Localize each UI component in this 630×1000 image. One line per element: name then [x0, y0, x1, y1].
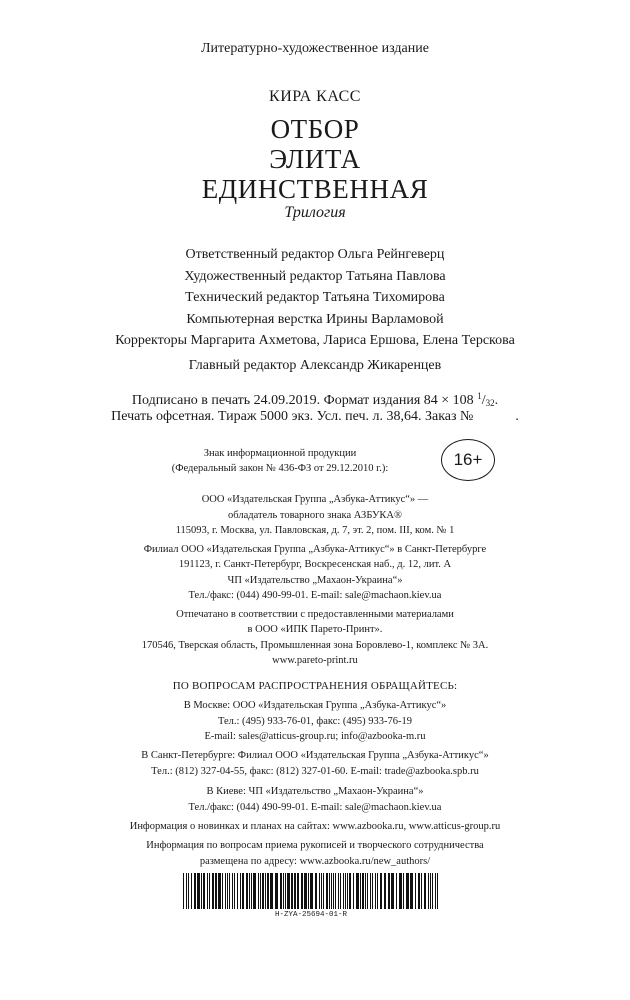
barcode-bar — [260, 873, 261, 909]
barcode-bar — [251, 873, 252, 909]
barcode-bar — [249, 873, 250, 909]
staff-line: Компьютерная верстка Ирины Варламовой — [186, 311, 444, 327]
staff-line: Корректоры Маргарита Ахметова, Лариса Ершова, Елена Терскова — [115, 333, 515, 348]
barcode-bar — [391, 873, 394, 909]
barcode-bar — [424, 873, 426, 909]
barcode-bar — [246, 873, 248, 909]
print-info-line-1 — [0, 391, 630, 409]
barcode-bar — [209, 873, 210, 909]
barcode-bar — [329, 873, 330, 909]
barcode-bar — [218, 873, 221, 909]
format-numerator: 1 — [477, 391, 482, 401]
barcode — [181, 873, 441, 909]
barcode-bar — [372, 873, 373, 909]
barcode-bar — [333, 873, 334, 909]
barcode-bar — [399, 873, 402, 909]
barcode-bar — [304, 873, 307, 909]
barcode-bar — [319, 873, 320, 909]
barcode-bar — [432, 873, 433, 909]
barcode-bar — [388, 873, 390, 909]
barcode-bar — [301, 873, 303, 909]
barcode-bar — [203, 873, 205, 909]
barcode-bar — [343, 873, 344, 909]
genre-label: Литературно-художественное издание — [201, 41, 429, 56]
barcode-bar — [403, 873, 404, 909]
barcode-bar — [345, 873, 346, 909]
info-sign-line-2: (Федеральный закон № 436-ФЗ от 29.12.2010 г.): — [171, 463, 389, 474]
barcode-bar — [242, 873, 244, 909]
authors-line: Информация по вопросам приема рукописей и творческого сотрудничества — [146, 840, 484, 851]
barcode-bar — [240, 873, 241, 909]
barcode-bar — [396, 873, 397, 909]
barcode-bar — [297, 873, 299, 909]
publisher-line: Филиал ООО «Издательская Группа „Азбука-Аттикус“» в Санкт-Петербурге — [143, 543, 487, 555]
barcode-bar — [365, 873, 366, 909]
barcode-bar — [225, 873, 226, 909]
barcode-bar — [294, 873, 296, 909]
barcode-bar — [353, 873, 354, 909]
barcode-bar — [229, 873, 230, 909]
staff-list — [0, 244, 630, 352]
author-name: КИРА КАСС — [269, 88, 361, 105]
publisher-line: обладатель товарного знака АЗБУКА® — [228, 509, 402, 521]
barcode-bar — [258, 873, 259, 909]
barcode-bar — [275, 873, 278, 909]
contact-line: E-mail: sales@atticus-group.ru; info@azbooka-m.ru — [204, 731, 426, 742]
subtitle: Трилогия — [284, 204, 346, 221]
barcode-bar — [326, 873, 328, 909]
barcode-bar — [267, 873, 269, 909]
barcode-bar — [321, 873, 322, 909]
barcode-bar — [340, 873, 341, 909]
spb-contacts — [0, 748, 630, 779]
barcode-bar — [360, 873, 361, 909]
staff-line: Ответственный редактор Ольга Рейнгеверц — [185, 247, 445, 262]
publisher-line: 115093, г. Москва, ул. Павловская, д. 7, эт. 2, пом. III, ком. № 1 — [175, 525, 455, 536]
barcode-bar — [370, 873, 371, 909]
barcode-bar — [384, 873, 386, 909]
barcode-bar — [308, 873, 309, 909]
barcode-bar — [315, 873, 317, 909]
contact-line: Тел./факс: (044) 490-99-01. E-mail: sale@machaon.kiev.ua — [188, 801, 442, 813]
publisher-line: Отпечатано в соответствии с предоставленными материалами — [176, 608, 454, 620]
publisher-line: 191123, г. Санкт-Петербург, Воскресенская наб., д. 12, лит. А — [178, 559, 452, 570]
title-1: ОТБОР — [270, 114, 360, 144]
barcode-bar — [335, 873, 336, 909]
kiev-contacts — [0, 784, 630, 815]
print-info-line-2: Печать офсетная. Тираж 5000 экз. Усл. печ. л. 38,64. Заказ № . — [111, 409, 519, 424]
barcode-bar — [207, 873, 208, 909]
barcode-bar — [237, 873, 238, 909]
barcode-bar — [253, 873, 256, 909]
staff-line: Технический редактор Татьяна Тихомирова — [185, 290, 445, 305]
barcode-bar — [435, 873, 436, 909]
barcode-bar — [222, 873, 223, 909]
distribution-heading: ПО ВОПРОСАМ РАСПРОСТРАНЕНИЯ ОБРАЩАЙТЕСЬ: — [172, 680, 458, 692]
barcode-bar — [287, 873, 290, 909]
barcode-bar — [215, 873, 217, 909]
barcode-bar — [377, 873, 378, 909]
barcode-bar — [430, 873, 431, 909]
barcode-bar — [197, 873, 200, 909]
contact-line: Тел.: (812) 327-04-55, факс: (812) 327-01-60. E-mail: trade@azbooka.spb.ru — [151, 765, 479, 777]
print-info-end: . — [494, 393, 499, 408]
info-sign-line-1: Знак информационной продукции — [203, 448, 357, 459]
websites-info: Информация о новинках и планах на сайтах: www.azbooka.ru, www.atticus-group.ru — [129, 821, 501, 832]
barcode-bar — [234, 873, 235, 909]
barcode-bar — [201, 873, 202, 909]
age-rating-badge — [441, 439, 495, 481]
barcode-bar — [415, 873, 416, 909]
chief-editor: Главный редактор Александр Жикаренцев — [188, 358, 442, 373]
barcode-bar — [323, 873, 324, 909]
barcode-bar — [406, 873, 409, 909]
publisher-line: Тел./факс: (044) 490-99-01. E-mail: sale@machaon.kiev.ua — [188, 590, 442, 601]
barcode-bar — [262, 873, 264, 909]
barcode-text: H-ZYA-25694-01-R — [274, 911, 347, 919]
barcode-bar — [349, 873, 351, 909]
barcode-bar — [283, 873, 284, 909]
format-denominator: 32 — [485, 398, 495, 408]
barcode-bar — [265, 873, 266, 909]
barcode-bar — [194, 873, 196, 909]
publisher-line: ООО «Издательская Группа „Азбука-Аттикус“» — — [201, 494, 429, 505]
authors-info — [0, 838, 630, 869]
age-rating-text: 16+ — [453, 450, 483, 469]
barcode-bar — [418, 873, 420, 909]
publisher-line: www.pareto-print.ru — [272, 655, 358, 666]
moscow-contacts — [0, 698, 630, 745]
barcode-bar — [285, 873, 286, 909]
contact-line: В Санкт-Петербурге: Филиал ООО «Издательская Группа „Азбука-Аттикус“» — [141, 750, 489, 761]
publisher-line: в ООО «ИПК Парето-Принт». — [247, 624, 383, 635]
title-2: ЭЛИТА — [269, 144, 361, 174]
barcode-bar — [280, 873, 282, 909]
authors-line: размещена по адресу: www.azbooka.ru/new_authors/ — [199, 855, 431, 867]
barcode-bar — [212, 873, 214, 909]
contact-line: В Москве: ООО «Издательская Группа „Азбука-Аттикус“» — [183, 700, 447, 711]
contact-line: Тел.: (495) 933-76-01, факс: (495) 933-76-19 — [217, 715, 413, 727]
barcode-bar — [270, 873, 273, 909]
barcode-bar — [310, 873, 313, 909]
barcode-bar — [375, 873, 376, 909]
barcode-bar — [183, 873, 184, 909]
staff-line: Художественный редактор Татьяна Павлова — [184, 268, 446, 284]
barcode-bar — [191, 873, 192, 909]
barcode-bar — [356, 873, 359, 909]
barcode-bar — [186, 873, 187, 909]
contact-line: В Киеве: ЧП «Издательство „Махаон-Украина“» — [206, 786, 424, 797]
barcode-bar — [338, 873, 339, 909]
info-sign-label — [130, 446, 430, 476]
barcode-bar — [331, 873, 332, 909]
barcode-bar — [421, 873, 422, 909]
barcode-bar — [410, 873, 413, 909]
barcode-bar — [437, 873, 438, 909]
barcode-bar — [367, 873, 368, 909]
publisher-line: 170546, Тверская область, Промышленная зона Боровлево-1, комплекс № 3А. — [141, 639, 489, 651]
format-slash: / — [481, 393, 486, 408]
barcode-bar — [188, 873, 189, 909]
barcode-bar — [347, 873, 348, 909]
barcode-bar — [428, 873, 429, 909]
barcode-bar — [232, 873, 233, 909]
barcode-bar — [362, 873, 364, 909]
barcode-bar — [380, 873, 382, 909]
publisher-line: ЧП «Издательство „Махаон-Украина“» — [227, 574, 403, 586]
barcode-bar — [227, 873, 228, 909]
publisher-block — [0, 492, 630, 669]
barcode-bar — [291, 873, 293, 909]
title-3: ЕДИНСТВЕННАЯ — [201, 174, 429, 204]
print-info-text: Подписано в печать 24.09.2019. Формат издания 84 × 108 — [131, 393, 474, 408]
